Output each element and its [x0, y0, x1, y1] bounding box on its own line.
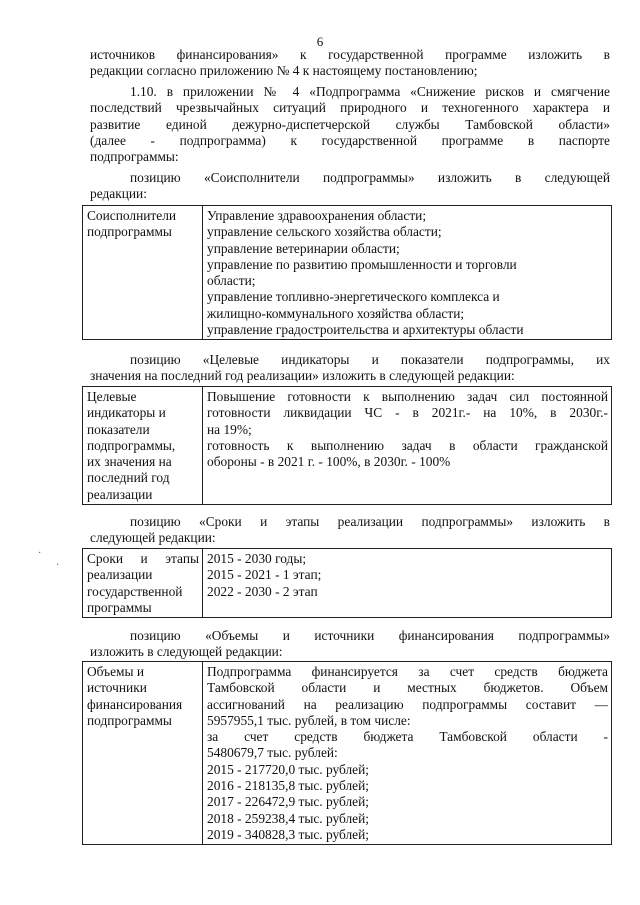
intro-paragraph [90, 47, 610, 80]
cell-text: реализации [87, 567, 153, 583]
table-cell-value [203, 549, 612, 618]
cell-text: управление ветеринарии области; [207, 240, 400, 256]
table-row [83, 662, 612, 845]
page-number: 6 [316, 34, 324, 49]
cell-text: реализации [87, 486, 153, 502]
table-cell-label [83, 549, 203, 618]
item-1-10-paragraph [90, 84, 610, 165]
cell-text: программы [87, 599, 152, 615]
table-target-indicators [82, 386, 612, 505]
text-line: позицию «Целевые индикаторы и показатели подпрограммы, их [130, 352, 610, 367]
cell-text: готовность к выполнению задач в области гражданской [207, 437, 608, 453]
cell-text: за счет средств бюджета Тамбовской области - [207, 729, 608, 745]
position-4-paragraph [90, 628, 610, 661]
cell-text: показатели [87, 421, 150, 437]
text-line: позицию «Сроки и этапы реализации подпрограммы» изложить в [130, 514, 610, 529]
cell-text: их значения на [87, 454, 172, 470]
cell-text: финансирования [87, 696, 183, 712]
cell-text: Соисполнители [87, 208, 177, 223]
cell-text: Подпрограмма финансируется за счет средств бюджета [207, 664, 608, 679]
cell-text: управление по развитию промышленности и торговли [207, 256, 517, 272]
cell-text: готовности ликвидации ЧС - в 2021г.- на 10%, в 2030г.- [207, 405, 608, 421]
table-cell-value [203, 662, 612, 845]
table-coexecutors [82, 205, 612, 340]
cell-text: обороны - в 2021 г. - 100%, в 2030г. - 100% [207, 454, 451, 470]
table-cell-label [83, 206, 203, 340]
cell-text: ассигнований на реализацию подпрограммы составит — [207, 696, 608, 712]
cell-text: области; [207, 273, 256, 289]
text-line: подпрограммы: [90, 149, 179, 165]
cell-text: Повышение готовности к выполнению задач сил постоянной [207, 389, 608, 404]
table-row [83, 206, 612, 340]
cell-text: подпрограммы, [87, 437, 176, 453]
cell-text: источники [87, 680, 147, 696]
scan-speck: · [38, 548, 42, 559]
cell-text: 2022 - 2030 - 2 этап [207, 583, 318, 599]
cell-text: 2015 - 2030 годы; [207, 551, 307, 566]
scan-speck: · [56, 560, 60, 571]
cell-text: Сроки и этапы [87, 551, 199, 566]
cell-text: 2015 - 217720,0 тыс. рублей; [207, 761, 370, 777]
text-line: позицию «Соисполнители подпрограммы» изложить в следующей [130, 170, 610, 185]
cell-text: 2019 - 340828,3 тыс. рублей; [207, 826, 370, 842]
text-line: значения на последний год реализации» изложить в следующей редакции: [90, 368, 515, 384]
text-line: следующей редакции: [90, 530, 216, 546]
text-line: развитие единой дежурно-диспетчерской службы Тамбовской области» [90, 116, 610, 132]
cell-text: управление топливно-энергетического комплекса и [207, 289, 500, 305]
text-line: (далее - подпрограмма) к государственной программе в паспорте [90, 132, 610, 148]
table-row [83, 387, 612, 505]
table-cell-label [83, 387, 203, 505]
cell-text: подпрограммы [87, 712, 172, 728]
cell-text: управление сельского хозяйства области; [207, 224, 442, 240]
cell-text: 2017 - 226472,9 тыс. рублей; [207, 794, 370, 810]
cell-text: 2018 - 259238,4 тыс. рублей; [207, 810, 370, 826]
cell-text: последний год [87, 470, 170, 486]
table-row [83, 549, 612, 618]
cell-text: Объемы и [87, 664, 145, 679]
text-line: позицию «Объемы и источники финансирования подпрограммы» [130, 628, 610, 643]
position-3-paragraph [90, 514, 610, 547]
cell-text: Тамбовской области и местных бюджетов. Объем [207, 680, 608, 696]
cell-text: подпрограммы [87, 224, 172, 240]
text-line: 1.10. в приложении № 4 «Подпрограмма «Снижение рисков и смягчение [130, 84, 610, 99]
position-1-paragraph [90, 170, 610, 203]
table-cell-value [203, 206, 612, 340]
text-line: последствий чрезвычайных ситуаций природного и техногенного характера и [90, 100, 610, 116]
text-line: редакции согласно приложению № 4 к настоящему постановлению; [90, 63, 478, 79]
cell-text: 5480679,7 тыс. рублей: [207, 745, 338, 761]
table-terms-stages [82, 548, 612, 618]
cell-text: Целевые [87, 389, 137, 404]
cell-text: жилищно-коммунального хозяйства области; [207, 305, 465, 321]
cell-text: индикаторы и [87, 405, 166, 421]
table-funding [82, 661, 612, 845]
cell-text: Управление здравоохранения области; [207, 208, 427, 223]
table-cell-label [83, 662, 203, 845]
position-2-paragraph [90, 352, 610, 385]
cell-text: 5957955,1 тыс. рублей, в том числе: [207, 712, 411, 728]
text-line: источников финансирования» к государственной программе изложить в [90, 47, 610, 62]
text-line: редакции: [90, 186, 147, 202]
text-line: изложить в следующей редакции: [90, 644, 283, 660]
cell-text: на 19%; [207, 421, 252, 437]
cell-text: 2015 - 2021 - 1 этап; [207, 567, 322, 583]
cell-text: 2016 - 218135,8 тыс. рублей; [207, 778, 370, 794]
table-cell-value [203, 387, 612, 505]
cell-text: управление градостроительства и архитектуры области [207, 322, 524, 338]
cell-text: государственной [87, 583, 183, 599]
